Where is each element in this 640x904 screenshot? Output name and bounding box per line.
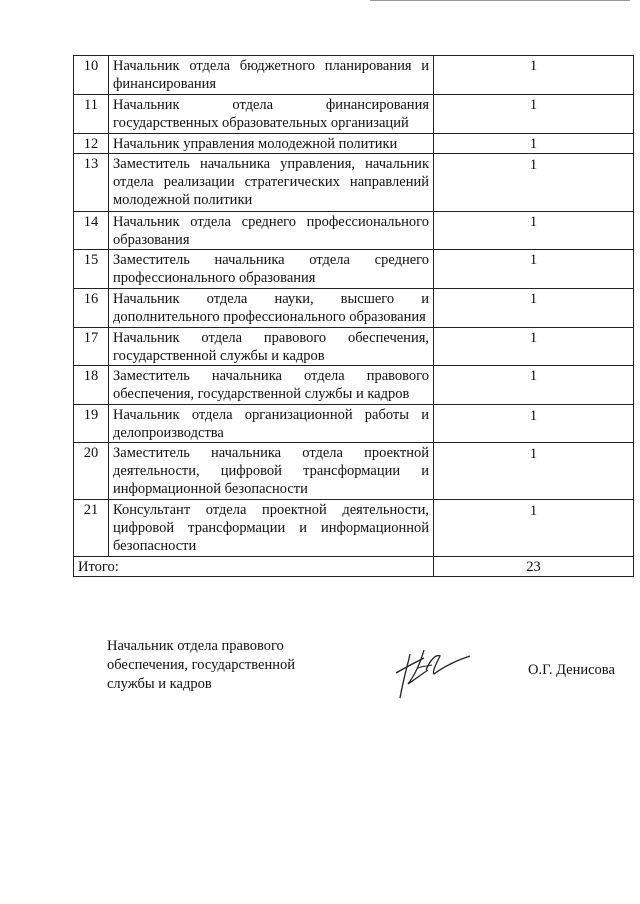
row-number: 18 — [74, 366, 109, 405]
signer-position-line: Начальник отдела правового — [107, 638, 284, 654]
row-number: 21 — [74, 500, 109, 557]
position-count: 1 — [434, 405, 634, 443]
row-number: 15 — [74, 250, 109, 289]
row-number: 16 — [74, 289, 109, 328]
table-row — [74, 134, 634, 154]
position-count: 1 — [434, 56, 634, 95]
table-row — [74, 56, 634, 95]
position-count: 1 — [434, 500, 634, 557]
position-name: Заместитель начальника отдела правового обеспечения, государственной службы и кадров — [109, 366, 434, 405]
signer-position — [107, 637, 337, 694]
table-row — [74, 95, 634, 134]
position-count: 1 — [434, 366, 634, 405]
table-row — [74, 443, 634, 500]
table-total-row — [74, 557, 634, 577]
table-row — [74, 289, 634, 328]
position-count: 1 — [434, 443, 634, 500]
signer-position-line: службы и кадров — [107, 676, 212, 692]
position-count: 1 — [434, 289, 634, 328]
position-name: Консультант отдела проектной деятельности, цифровой трансформации и информационной безопасности — [109, 500, 434, 557]
position-name: Заместитель начальника управления, начальник отдела реализации стратегических направлений молодежной политики — [109, 154, 434, 212]
table-row — [74, 405, 634, 443]
table-row — [74, 328, 634, 366]
position-name: Заместитель начальника отдела проектной деятельности, цифровой трансформации и информационной безопасности — [109, 443, 434, 500]
staff-positions-table — [73, 55, 634, 577]
row-number: 14 — [74, 212, 109, 250]
position-count: 1 — [434, 154, 634, 212]
row-number: 13 — [74, 154, 109, 212]
position-count: 1 — [434, 95, 634, 134]
position-name: Начальник отдела финансирования государственных образовательных организаций — [109, 95, 434, 134]
position-name: Заместитель начальника отдела среднего профессионального образования — [109, 250, 434, 289]
row-number: 12 — [74, 134, 109, 154]
table-row — [74, 212, 634, 250]
position-count: 1 — [434, 250, 634, 289]
row-number: 19 — [74, 405, 109, 443]
row-number: 10 — [74, 56, 109, 95]
signer-name: О.Г. Денисова — [528, 662, 615, 678]
table-row — [74, 366, 634, 405]
table-row — [74, 500, 634, 557]
position-count: 1 — [434, 328, 634, 366]
signer-position-line: обеспечения, государственной — [107, 657, 296, 673]
handwritten-signature — [388, 640, 478, 702]
position-count: 1 — [434, 212, 634, 250]
position-name: Начальник отдела среднего профессионального образования — [109, 212, 434, 250]
row-number: 20 — [74, 443, 109, 500]
row-number: 17 — [74, 328, 109, 366]
table-row — [74, 250, 634, 289]
total-label: Итого: — [74, 557, 434, 577]
position-name: Начальник отдела науки, высшего и дополнительного профессионального образования — [109, 289, 434, 328]
position-name: Начальник отдела организационной работы и делопроизводства — [109, 405, 434, 443]
total-value: 23 — [434, 557, 634, 577]
position-count: 1 — [434, 134, 634, 154]
position-name: Начальник отдела правового обеспечения, государственной службы и кадров — [109, 328, 434, 366]
top-edge-line — [370, 0, 630, 2]
position-name: Начальник управления молодежной политики — [109, 134, 434, 154]
table-body — [74, 56, 634, 577]
position-name: Начальник отдела бюджетного планирования и финансирования — [109, 56, 434, 95]
row-number: 11 — [74, 95, 109, 134]
table-row — [74, 154, 634, 212]
